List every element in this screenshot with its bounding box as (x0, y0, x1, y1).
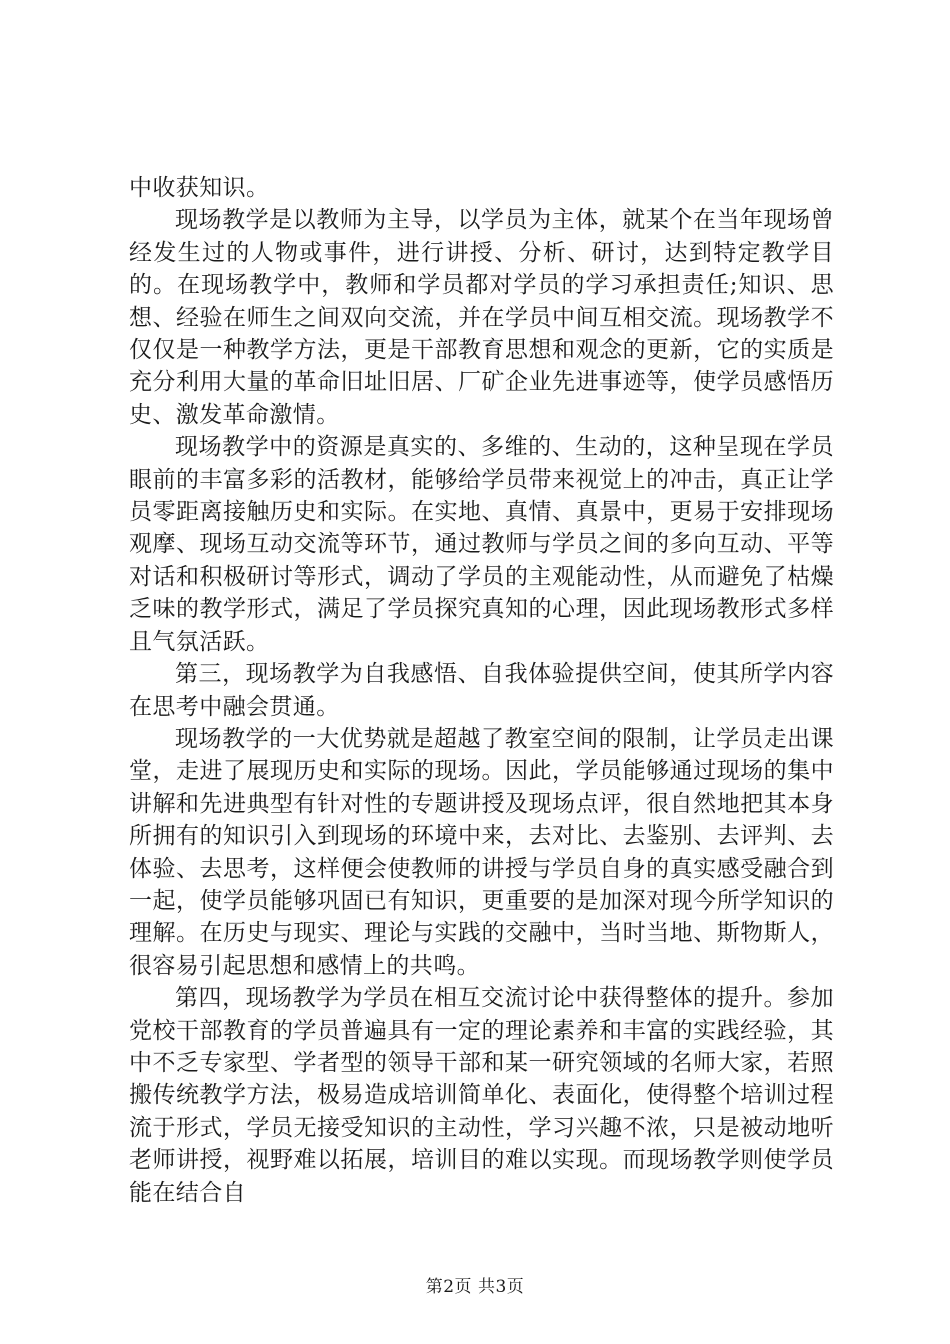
document-body (129, 172, 834, 1209)
paragraph-continuation: 中收获知识。 (129, 175, 270, 201)
paragraph: 现场教学的一大优势就是超越了教室空间的限制，让学员走出课堂，走进了展现历史和实际的现场。因此，学员能够通过现场的集中讲解和先进典型有针对性的专题讲授及现场点评，很自然地把其本身所拥有的知识引入到现场的环境中来，去对比、去鉴别、去评判、去体验、去思考，这样便会使教师的讲授与学员自身的真实感受融合到一起，使学员能够巩固已有知识，更重要的是加深对现今所学知识的理解。在历史与现实、理论与实践的交融中，当时当地、斯物斯人，很容易引起思想和感情上的共鸣。 (129, 725, 834, 979)
paragraph: 第四，现场教学为学员在相互交流讨论中获得整体的提升。参加党校干部教育的学员普遍具有一定的理论素养和丰富的实践经验，其中不乏专家型、学者型的领导干部和某一研究领域的名师大家，若照搬传统教学方法，极易造成培训简单化、表面化，使得整个培训过程流于形式，学员无接受知识的主动性，学习兴趣不浓，只是被动地听老师讲授，视野难以拓展，培训目的难以实现。而现场教学则使学员能在结合自 (129, 985, 834, 1206)
paragraph: 现场教学是以教师为主导，以学员为主体，就某个在当年现场曾经发生过的人物或事件，进行讲授、分析、研讨，达到特定教学目的。在现场教学中，教师和学员都对学员的学习承担责任;知识、思想、经验在师生之间双向交流，并在学员中间互相交流。现场教学不仅仅是一种教学方法，更是干部教育思想和观念的更新，它的实质是充分利用大量的革命旧址旧居、厂矿企业先进事迹等，使学员感悟历史、激发革命激情。 (129, 207, 834, 428)
paragraph: 第三，现场教学为自我感悟、自我体验提供空间，使其所学内容在思考中融会贯通。 (129, 661, 834, 720)
page-footer: 第2页 共3页 (425, 1277, 525, 1297)
paragraph: 现场教学中的资源是真实的、多维的、生动的，这种呈现在学员眼前的丰富多彩的活教材，能够给学员带来视觉上的冲击，真正让学员零距离接触历史和实际。在实地、真情、真景中，更易于安排现场观摩、现场互动交流等环节，通过教师与学员之间的多向互动、平等对话和积极研讨等形式，调动了学员的主观能动性，从而避免了枯燥乏味的教学形式，满足了学员探究真知的心理，因此现场教形式多样且气氛活跃。 (129, 434, 834, 655)
